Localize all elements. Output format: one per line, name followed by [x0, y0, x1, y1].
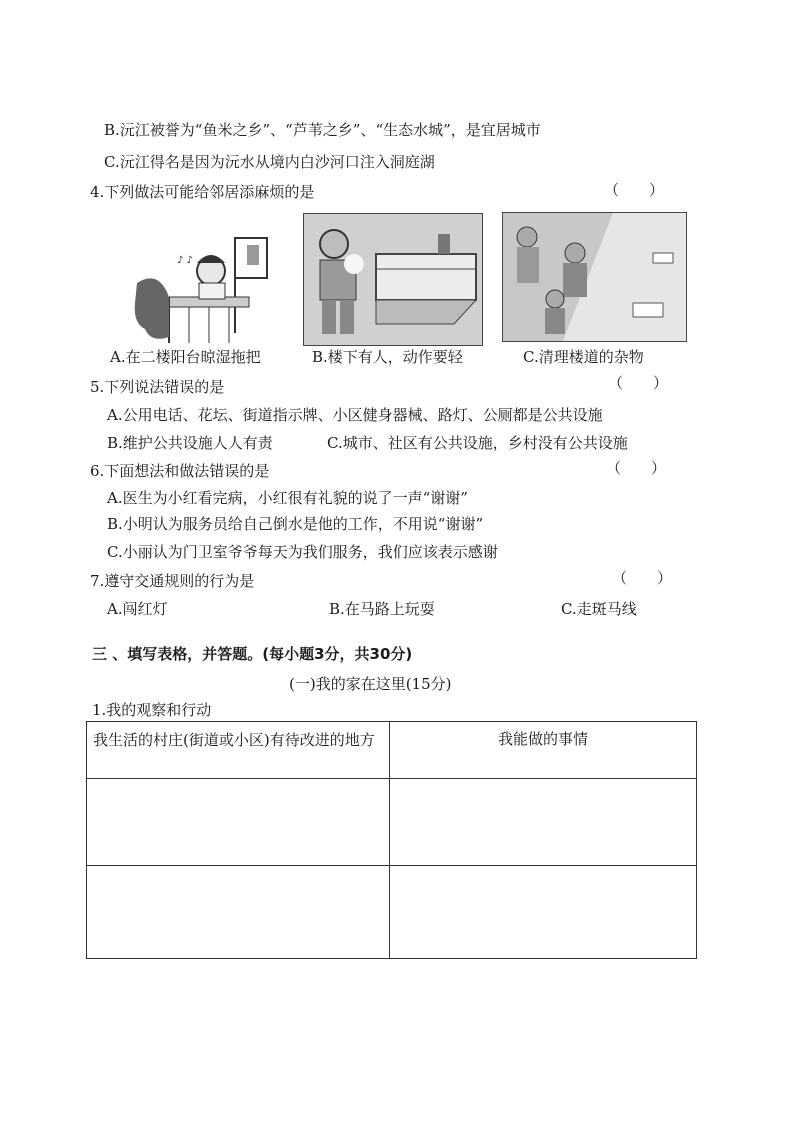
- answer-cell-1-right[interactable]: [390, 779, 697, 866]
- table-header-left: 我生活的村庄(街道或小区)有待改进的地方: [87, 722, 390, 779]
- illustration-balcony-mop: [128, 232, 276, 346]
- q7-option-c: C.走斑马线: [561, 600, 637, 618]
- hallway-drawing: [503, 213, 686, 341]
- q4-stem: 4.下列做法可能给邻居添麻烦的是: [90, 183, 315, 201]
- item-1-label: 1.我的观察和行动: [92, 701, 212, 719]
- q5-option-a: A.公用电话、花坛、街道指示牌、小区健身器械、路灯、公厕都是公共设施: [107, 406, 603, 424]
- q7-option-b: B.在马路上玩耍: [329, 600, 435, 618]
- q6-option-a: A.医生为小红看完病，小红很有礼貌的说了一声“谢谢”: [107, 489, 468, 507]
- balcony-mop-drawing: [129, 233, 275, 345]
- q5-answer-paren: （ ）: [608, 374, 669, 392]
- q5-option-c: C.城市、社区有公共设施，乡村没有公共设施: [327, 434, 628, 452]
- table-row: [87, 866, 697, 959]
- svg-text:♪ ♪: ♪ ♪: [177, 255, 193, 266]
- q5-stem: 5.下列说法错误的是: [90, 378, 225, 396]
- q6-option-b: B.小明认为服务员给自己倒水是他的工作，不用说“谢谢”: [107, 515, 484, 533]
- q4-answer-paren: （ ）: [604, 181, 665, 199]
- q7-stem: 7.遵守交通规则的行为是: [90, 572, 255, 590]
- q7-option-a: A.闯红灯: [107, 600, 168, 618]
- table-row: [87, 779, 697, 866]
- q4-option-b: B.楼下有人，动作要轻: [312, 348, 463, 366]
- q4-option-a: A.在二楼阳台晾湿拖把: [110, 348, 261, 366]
- answer-cell-1-left[interactable]: [87, 779, 390, 866]
- q6-answer-paren: （ ）: [606, 459, 667, 477]
- q3-option-c: C.沅江得名是因为沅水从境内白沙河口注入洞庭湖: [104, 153, 435, 171]
- q3-option-b: B.沅江被誉为“鱼米之乡”、“芦苇之乡”、“生态水城”，是宜居城市: [104, 121, 541, 139]
- table-header-row: [87, 722, 697, 779]
- q4-option-c: C.清理楼道的杂物: [523, 348, 644, 366]
- q6-option-c: C.小丽认为门卫室爷爷每天为我们服务，我们应该表示感谢: [107, 543, 498, 561]
- illustration-clean-hallway: [502, 212, 687, 342]
- q7-answer-paren: （ ）: [612, 569, 673, 587]
- q5-option-b: B.维护公共设施人人有责: [107, 434, 273, 452]
- observation-table: [86, 721, 697, 959]
- table-header-right: 我能做的事情: [390, 722, 697, 779]
- illustration-piano-downstairs: [303, 213, 483, 346]
- answer-cell-2-right[interactable]: [390, 866, 697, 959]
- piano-drawing: [304, 214, 482, 345]
- q6-stem: 6.下面想法和做法错误的是: [90, 462, 270, 480]
- section-3-title: 三 、填写表格，并答题。(每小题3分，共30分): [92, 645, 413, 663]
- answer-cell-2-left[interactable]: [87, 866, 390, 959]
- section-3-subtitle: (一)我的家在这里(15分): [289, 675, 452, 693]
